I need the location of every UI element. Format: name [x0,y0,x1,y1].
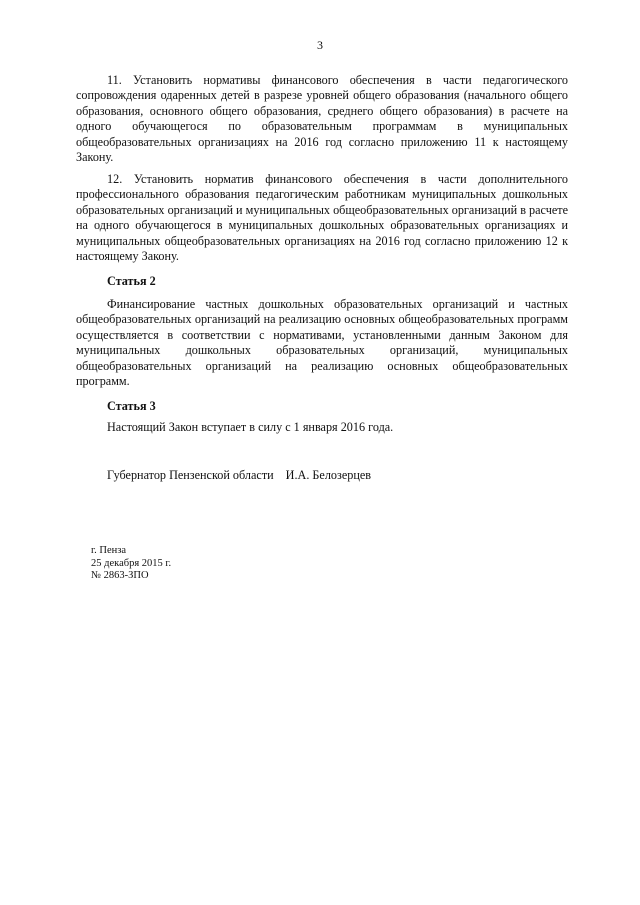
page-number: 3 [317,38,323,52]
law-details [91,545,171,583]
article-3-heading: Статья 3 [107,399,156,413]
item-11-paragraph: 11. Установить нормативы финансового обеспечения в части педагогического сопровождения одаренных детей в разрезе уровней общего образования (начального общего образования, основного общего образования, среднего общего образования) в расчете на одного обучающегося по образовательным программам в муниципальных общеобразовательных организациях на 2016 год согласно приложению 11 к настоящему Закону. [76,73,568,165]
city: г. Пенза [91,545,127,556]
law-number: № 2863-ЗПО [91,570,149,581]
article-2-heading: Статья 2 [107,274,156,288]
signature-name: И.А. Белозерцев [285,468,372,482]
article-2-paragraph: Финансирование частных дошкольных образовательных организаций и частных общеобразовательных организаций на реализацию основных общеобразовательных программ осуществляется в соответствии с нормативами, установленными данным Законом для муниципальных дошкольных образовательных организаций, муниципальных общеобразовательных организаций на реализацию основных общеобразовательных программ. [76,297,568,389]
article-3-paragraph: Настоящий Закон вступает в силу с 1 января 2016 года. [107,420,394,434]
item-12-paragraph: 12. Установить норматив финансового обеспечения в части дополнительного профессионального образования педагогическим работникам муниципальных дошкольных образовательных организаций и муниципальных общеобразовательных организаций в расчете на одного обучающегося в муниципальных дошкольных образовательных организациях и муниципальных общеобразовательных организациях на 2016 год согласно приложению 12 к настоящему Закону. [76,172,568,264]
signing-date: 25 декабря 2015 г. [91,557,172,569]
signature-title: Губернатор Пензенской области [107,468,274,482]
signature-block [107,468,371,483]
